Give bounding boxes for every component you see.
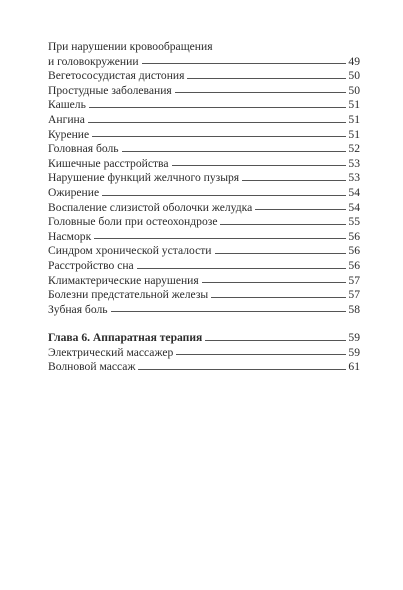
leader-line: [220, 224, 346, 225]
toc-entry-page: 51: [348, 127, 360, 141]
toc-entry: [48, 215, 360, 230]
toc-entry-title: Насморк: [48, 229, 92, 243]
leader-line: [88, 122, 346, 123]
leader-line: [202, 282, 346, 283]
leader-line: [137, 268, 346, 269]
toc-entry: [48, 98, 360, 113]
toc-entry-title: Климактерические нарушения: [48, 273, 199, 287]
toc-entry-title: и головокружении: [48, 54, 139, 68]
leader-line: [94, 238, 346, 239]
chapter-title: Глава 6. Аппаратная терапия: [48, 331, 203, 345]
toc-entry: [48, 274, 360, 289]
toc-entry-page: 50: [348, 69, 360, 83]
toc-entry-page: 49: [348, 54, 360, 68]
leader-line: [205, 340, 346, 341]
toc-entry-title: Электрический массажер: [48, 345, 174, 359]
leader-line: [215, 253, 347, 254]
toc-entry: [48, 171, 360, 186]
toc-entry-page: 57: [348, 288, 360, 302]
toc-entry-title: Зубная боль: [48, 302, 108, 316]
leader-line: [89, 107, 346, 108]
toc-entry-page: 54: [348, 185, 360, 199]
leader-line: [92, 136, 346, 137]
leader-line: [175, 92, 346, 93]
chapter-page: 59: [348, 331, 360, 345]
toc-entry-page: 51: [348, 98, 360, 112]
toc-entry-title: Вегетососудистая дистония: [48, 69, 185, 83]
toc-entry: [48, 346, 360, 361]
toc-entry: [48, 288, 360, 303]
leader-line: [176, 354, 346, 355]
toc-entry-circulation: [48, 40, 360, 69]
toc-entry-title: Синдром хронической усталости: [48, 244, 212, 258]
toc-entry: [48, 157, 360, 172]
leader-line: [142, 63, 346, 64]
toc-entry: [48, 69, 360, 84]
toc-entry: [48, 230, 360, 245]
toc-entry-page: 61: [348, 360, 360, 374]
toc-entry-title: Волновой массаж: [48, 360, 136, 374]
toc-entry-page: 56: [348, 244, 360, 258]
toc-chapter-heading: [48, 331, 360, 346]
toc-entry-page: 50: [348, 83, 360, 97]
toc-entry-title: Кишечные расстройства: [48, 156, 169, 170]
leader-line: [255, 209, 346, 210]
toc-entry-title: Курение: [48, 127, 90, 141]
toc-entry-page: 54: [348, 200, 360, 214]
toc-entry: [48, 360, 360, 375]
leader-line: [102, 195, 346, 196]
leader-line: [138, 369, 346, 370]
toc-entry: [48, 128, 360, 143]
leader-line: [242, 180, 346, 181]
toc-entry-title: Болезни предстательной железы: [48, 288, 209, 302]
toc-entry: [48, 259, 360, 274]
toc-entry: [48, 244, 360, 259]
leader-line: [211, 297, 346, 298]
toc-entry-page: 56: [348, 229, 360, 243]
toc-entry-page: 55: [348, 215, 360, 229]
toc-entry-title: Головные боли при остеохондрозе: [48, 215, 218, 229]
toc-entry-page: 53: [348, 156, 360, 170]
leader-line: [187, 78, 346, 79]
toc-entry-title: Ангина: [48, 112, 85, 126]
toc-entry-page: 57: [348, 273, 360, 287]
toc-entry-page: 52: [348, 142, 360, 156]
toc-entry-title: Воспаление слизистой оболочки желудка: [48, 200, 253, 214]
leader-line: [111, 311, 346, 312]
toc-entry-title: Головная боль: [48, 142, 119, 156]
toc-entry-title: Нарушение функций желчного пузыря: [48, 171, 240, 185]
toc-entry-page: 58: [348, 302, 360, 316]
toc-entry-lead: При нарушении кровообращения: [48, 40, 213, 53]
toc-entry-page: 53: [348, 171, 360, 185]
toc-entry-title: Ожирение: [48, 185, 100, 199]
leader-line: [122, 151, 346, 152]
toc-entry-title: Простудные заболевания: [48, 83, 172, 97]
toc-entry: [48, 142, 360, 157]
toc-entry-title: Расстройство сна: [48, 258, 134, 272]
toc-entry-page: 59: [348, 345, 360, 359]
toc-entry-page: 56: [348, 258, 360, 272]
toc-entry-title: Кашель: [48, 98, 86, 112]
table-of-contents: [48, 40, 360, 375]
toc-entry: [48, 186, 360, 201]
toc-entry: [48, 84, 360, 99]
toc-entry: [48, 201, 360, 216]
leader-line: [172, 165, 346, 166]
toc-entry: [48, 303, 360, 318]
toc-entry: [48, 113, 360, 128]
toc-entry-page: 51: [348, 112, 360, 126]
